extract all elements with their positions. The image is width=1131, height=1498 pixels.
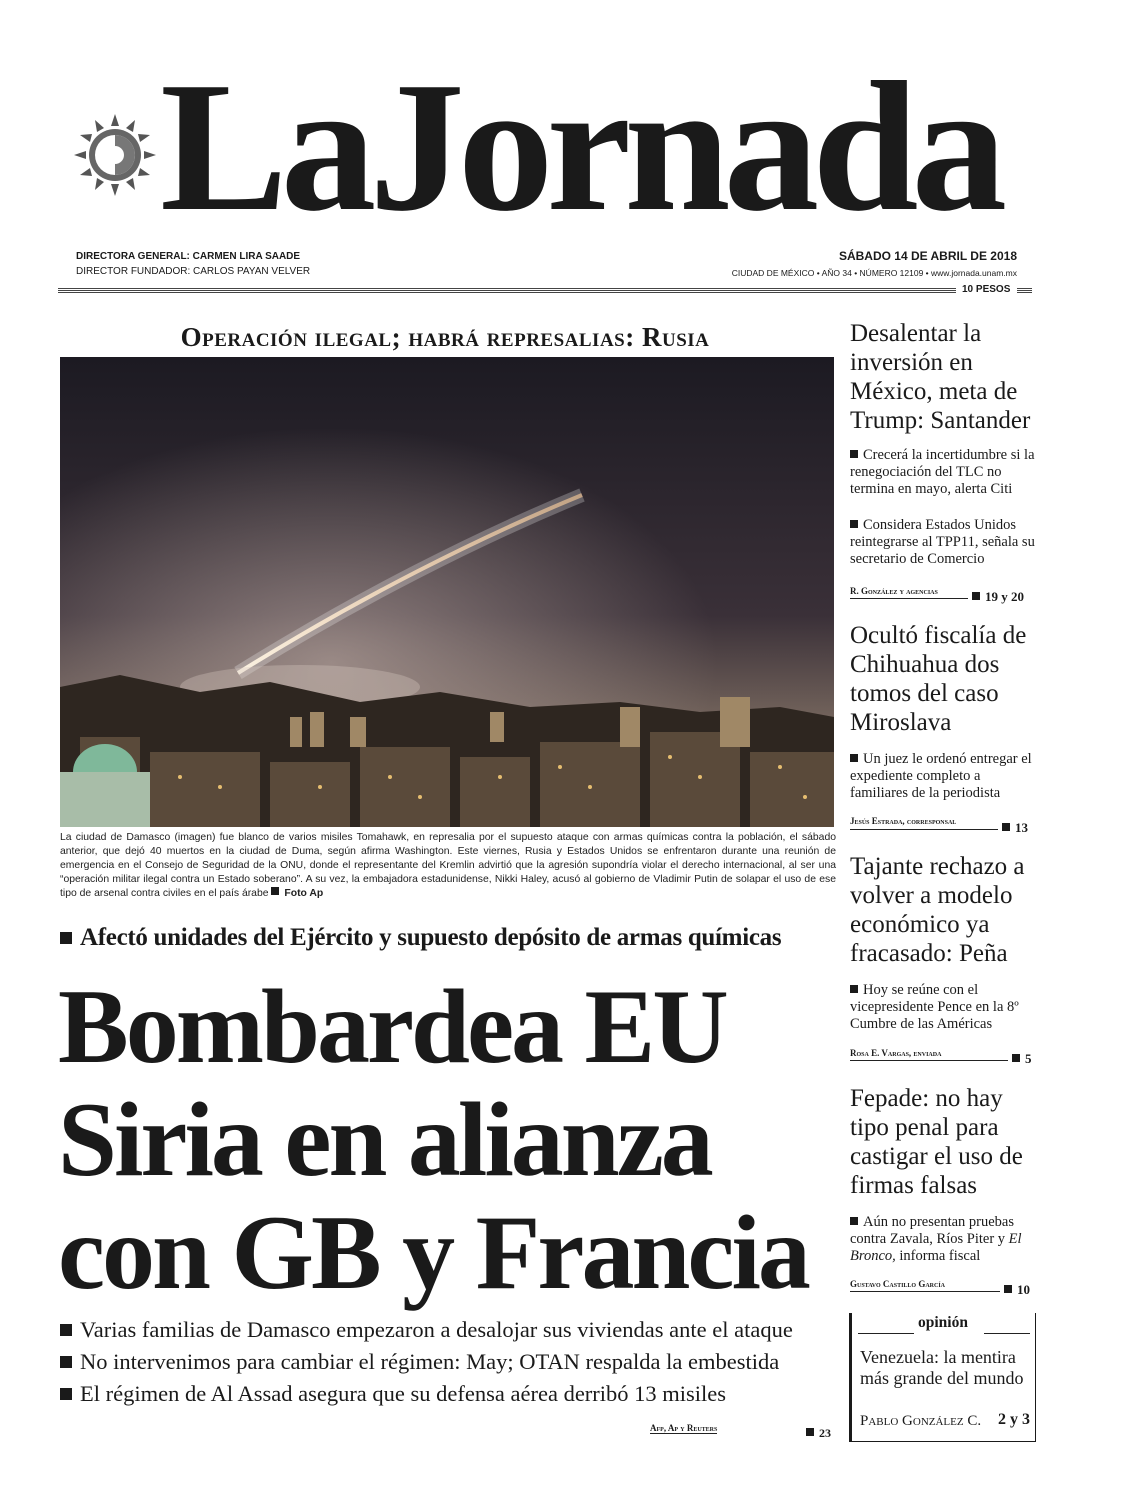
lead-page-ref: 23 <box>806 1426 831 1441</box>
sidebar-byline: Rosa E. Vargas, enviada <box>850 1048 942 1058</box>
bullet-square-icon <box>60 932 72 944</box>
masthead-rule <box>58 288 956 293</box>
opinion-author: Pablo González C. <box>860 1413 982 1429</box>
bullet-square-icon <box>850 520 858 528</box>
damascus-night-photo <box>60 357 834 827</box>
masthead-title: LaJornada <box>160 44 1000 250</box>
sidebar-headline: Tajante rechazo a volver a modelo económico ya fracasado: Peña <box>850 853 1025 967</box>
opinion-rule-left <box>858 1333 914 1334</box>
sidebar-page-ref: 13 <box>1002 820 1028 836</box>
sidebar-byline: R. González y agencias <box>850 586 938 596</box>
sidebar-sub: Hoy se reúne con el vicepresidente Pence en la 8º Cumbre de las Américas <box>850 982 1019 1032</box>
lead-bullet: El régimen de Al Assad asegura que su defensa aérea derribó 13 misiles <box>60 1378 850 1410</box>
bullet-square-icon <box>972 592 980 600</box>
sidebar-headline: Ocultó fiscalía de Chihuahua dos tomos del caso Miroslava <box>850 622 1027 736</box>
directora-line: DIRECTORA GENERAL: CARMEN LIRA SAADE <box>76 251 301 262</box>
lead-bullet: Varias familias de Damasco empezaron a desalojar sus viviendas ante el ataque <box>60 1314 850 1346</box>
opinion-label: opinión <box>918 1314 968 1331</box>
bullet-square-icon <box>850 1217 858 1225</box>
sidebar-page-ref: 5 <box>1012 1051 1032 1067</box>
bullet-square-icon <box>806 1428 814 1436</box>
main-headline <box>58 970 848 1309</box>
sidebar-headline: Fepade: no hay tipo penal para castigar el uso de firmas falsas <box>850 1085 1023 1199</box>
byline-rule <box>850 829 998 830</box>
byline-rule <box>850 1291 1000 1292</box>
headline-line-1: Bombardea EU <box>58 968 726 1085</box>
lead-bullet: No intervenimos para cambiar el régimen: May; OTAN respalda la embestida <box>60 1346 850 1378</box>
sidebar-sub: Considera Estados Unidos reintegrarse al TPP11, señala su secretario de Comercio <box>850 517 1035 567</box>
bullet-square-icon <box>60 1356 72 1368</box>
sidebar-sub: Crecerá la incertidumbre si la renegociación del TLC no termina en mayo, alerta Citi <box>850 447 1035 497</box>
bullet-square-icon <box>1004 1285 1012 1293</box>
issue-date: SÁBADO 14 DE ABRIL DE 2018 <box>838 249 1017 263</box>
bullet-square-icon <box>271 887 279 895</box>
bullet-square-icon <box>1012 1054 1020 1062</box>
sidebar-byline: Gustavo Castillo García <box>850 1279 946 1289</box>
bullet-square-icon <box>850 450 858 458</box>
sidebar-page-ref: 10 <box>1004 1282 1030 1298</box>
headline-line-2: Siria en alianza <box>58 1081 711 1198</box>
lead-subhead <box>60 924 840 952</box>
sidebar-sub: Aún no presentan pruebas contra Zavala, Ríos Piter y El Bronco, informa fiscal <box>850 1214 1022 1264</box>
bullet-square-icon <box>850 754 858 762</box>
lead-bullets <box>60 1314 850 1410</box>
bullet-square-icon <box>60 1388 72 1400</box>
byline-rule <box>850 1060 1008 1061</box>
caption-text: La ciudad de Damasco (imagen) fue blanco de varios misiles Tomahawk, en represalia por el supuesto ataque con armas químicas contra la población, el sábado anterior, que dejó 40 muertos en la ciudad de Duma, según afirma Washington. Este viernes, Rusia y Estados Unidos se enfrentaron durante una reunión de emergencia en el Consejo de Seguridad de la ONU, donde el representante del Kremlin advirtió que la agresión supondría violar el derecho internacional, al ser una “operación militar ilegal contra un Estado soberano”. A su vez, la embajadora estadunidense, Nikki Haley, acusó al gobierno de Vladimir Putin de solapar el uso de ese tipo de arsenal contra civiles en el país árabe <box>60 832 836 899</box>
lead-subhead-text: Afectó unidades del Ejército y supuesto depósito de armas químicas <box>80 924 782 951</box>
edition-line: CIUDAD DE MÉXICO • AÑO 34 • NÚMERO 12109 • www.jornada.unam.mx <box>731 268 1017 278</box>
opinion-rule-right <box>984 1333 1030 1334</box>
lead-byline: Afp, Ap y Reuters <box>650 1423 718 1433</box>
sidebar-sub: Un juez le ordenó entregar el expediente completo a familiares de la periodista <box>850 751 1032 801</box>
fundador-line: DIRECTOR FUNDADOR: CARLOS PAYAN VELVER <box>76 266 311 277</box>
bullet-square-icon <box>850 985 858 993</box>
opinion-page-ref: 2 y 3 <box>998 1411 1030 1428</box>
bullet-square-icon <box>60 1324 72 1336</box>
sidebar-byline: Jesús Estrada, corresponsal <box>850 816 957 826</box>
sidebar-headline: Desalentar la inversión en México, meta de Trump: Santander <box>850 320 1031 434</box>
opinion-title: Venezuela: la mentira más grande del mundo <box>860 1347 1024 1388</box>
lead-kicker: Operación ilegal; habrá represalias: Rusia <box>180 322 710 352</box>
price-label: 10 PESOS <box>962 284 1011 295</box>
bullet-square-icon <box>1002 823 1010 831</box>
photo-credit: Foto Ap <box>284 888 324 899</box>
masthead-rule-end <box>1017 288 1032 293</box>
sun-logo-icon <box>72 112 158 198</box>
headline-line-3: con GB y Francia <box>58 1194 808 1311</box>
photo-caption <box>60 831 836 901</box>
byline-rule <box>850 598 968 599</box>
sidebar-page-ref: 19 y 20 <box>972 589 1024 605</box>
